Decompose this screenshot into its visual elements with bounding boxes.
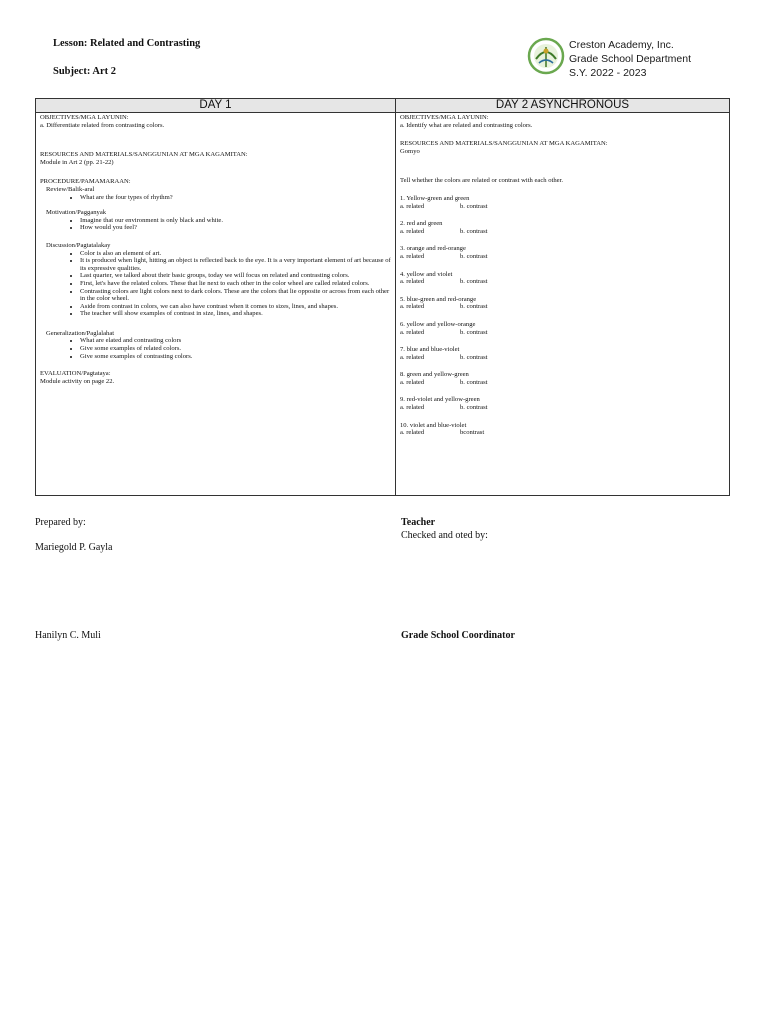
evaluation-title: EVALUATION/Pagtataya: <box>40 370 111 378</box>
quiz-choices <box>400 303 725 311</box>
day1-resources: Module in Art 2 (pp. 21-22) <box>40 158 114 166</box>
day1-resources-title: RESOURCES AND MATERIALS/SANGGUNIAN AT MGA KAGAMITAN: <box>40 151 248 159</box>
quiz-choices <box>400 278 725 286</box>
quiz-item <box>400 296 725 311</box>
procedure-title: PROCEDURE/PAMAMARAAN: <box>40 178 131 186</box>
choice-b: b. contrast <box>460 404 488 412</box>
quiz-item <box>400 195 725 210</box>
quiz-item <box>400 346 725 361</box>
day1-cell <box>36 113 396 496</box>
quiz-question: 4. yellow and violet <box>400 270 453 278</box>
day2-objectives-title: OBJECTIVES/MGA LAYUNIN: <box>400 114 489 121</box>
motivation-item: • How would you feel? <box>80 224 391 232</box>
teacher-label: Teacher <box>401 517 436 528</box>
choice-b: b. contrast <box>460 252 488 260</box>
school-info <box>569 38 691 80</box>
choice-b: b. contrast <box>460 378 488 386</box>
review-item: • What are the four types of rhythm? <box>80 194 391 202</box>
discussion-item: • The teacher will show examples of contrast in size, lines, and shapes. <box>80 310 391 318</box>
generalization-item: • Give some examples of contrasting colors. <box>80 353 391 361</box>
choice-a: a. related <box>400 353 425 361</box>
quiz-choices <box>400 203 725 211</box>
choice-a: a. related <box>400 378 425 386</box>
choice-b: b. contrast <box>460 227 488 235</box>
choice-a: a. related <box>400 252 425 260</box>
school-seal-icon <box>527 35 565 77</box>
quiz-item <box>400 396 725 411</box>
checker-name: Hanilyn C. Muli <box>35 630 101 641</box>
lesson-plan-table <box>35 98 730 496</box>
choice-a: a. related <box>400 404 425 412</box>
choice-a: a. related <box>400 227 425 235</box>
choice-a: a. related <box>400 328 425 336</box>
subject-title: Subject: Art 2 <box>53 66 116 77</box>
quiz-question: 7. blue and blue-violet <box>400 346 460 354</box>
quiz-item <box>400 371 725 386</box>
review-title: Review/Balik-aral <box>46 185 95 193</box>
discussion-title: Discussion/Pagtatalakay <box>46 241 111 249</box>
discussion-item: • Contrasting colors are light colors next to dark colors. These are the colors that lie opposite or across from each other in the color wheel. <box>80 288 391 303</box>
quiz-choices <box>400 429 725 437</box>
discussion-item: • It is produced when light, hitting an object is reflected back to the eye. It is a very important element of art because of its expressive qualities. <box>80 257 391 272</box>
quiz-item <box>400 321 725 336</box>
day1-objectives-title: OBJECTIVES/MGA LAYUNIN: <box>40 114 129 121</box>
quiz-item <box>400 422 725 437</box>
quiz-item <box>400 220 725 235</box>
generalization-list <box>40 337 391 360</box>
choice-a: a. related <box>400 202 425 210</box>
discussion-item: • First, let's have the related colors. These that lie next to each other in the color wheel are called related colors. <box>80 280 391 288</box>
lesson-title: Lesson: Related and Contrasting <box>53 38 201 49</box>
day2-cell <box>396 113 730 496</box>
quiz-list <box>400 195 725 437</box>
discussion-item: • Aside from contrast in colors, we can also have contrast when it comes to sizes, lines, and shapes. <box>80 303 391 311</box>
quiz-question: 6. yellow and yellow-orange <box>400 320 476 328</box>
motivation-title: Motivation/Pagganyak <box>46 209 107 217</box>
discussion-item: • Last quarter, we talked about their basic groups, today we will focus on related and contrasting colors. <box>80 272 391 280</box>
motivation-item: • Imagine that our environment is only black and white. <box>80 217 391 225</box>
day2-resources-title: RESOURCES AND MATERIALS/SANGGUNIAN AT MGA KAGAMITAN: <box>400 140 608 148</box>
quiz-choices <box>400 379 725 387</box>
quiz-choices <box>400 329 725 337</box>
choice-b: b. contrast <box>460 202 488 210</box>
day1-objective: a. Differentiate related from contrasting colors. <box>40 121 165 129</box>
quiz-question: 5. blue-green and red-orange <box>400 295 477 303</box>
day2-resources: Gomyo <box>400 147 420 155</box>
choice-b: b. contrast <box>460 278 488 286</box>
quiz-choices <box>400 404 725 412</box>
department-name: Grade School Department <box>569 53 691 65</box>
motivation-list <box>40 217 391 232</box>
generalization-item: • What are elated and contrasting colors <box>80 337 391 345</box>
day2-objective: a. Identify what are related and contrasting colors. <box>400 121 533 129</box>
quiz-question: 3. orange and red-orange <box>400 245 466 253</box>
choice-a: a. related <box>400 303 425 311</box>
quiz-question: 2. red and green <box>400 220 443 228</box>
preparer-name: Mariegold P. Gayla <box>35 542 113 553</box>
day2-header: DAY 2 ASYNCHRONOUS <box>396 99 730 113</box>
school-year: S.Y. 2022 - 2023 <box>569 67 647 79</box>
choice-b: b. contrast <box>460 353 488 361</box>
coordinator-label: Grade School Coordinator <box>401 630 515 641</box>
generalization-title: Generalization/Paglalahat <box>46 329 115 337</box>
choice-b: bcontrast <box>460 429 485 437</box>
choice-b: b. contrast <box>460 303 488 311</box>
discussion-list <box>40 250 391 318</box>
choice-a: a. related <box>400 429 425 437</box>
prepared-by-label: Prepared by: <box>35 517 86 528</box>
quiz-question: 10. violet and blue-violet <box>400 421 467 429</box>
choice-b: b. contrast <box>460 328 488 336</box>
evaluation-text: Module activity on page 22. <box>40 377 115 385</box>
quiz-question: 1. Yellow-green and green <box>400 194 470 202</box>
discussion-item: • Color is also an element of art. <box>80 250 391 258</box>
quiz-item <box>400 271 725 286</box>
quiz-choices <box>400 253 725 261</box>
quiz-choices <box>400 354 725 362</box>
checked-by-label: Checked and oted by: <box>401 530 488 541</box>
quiz-question: 9. red-violet and yellow-green <box>400 396 480 404</box>
quiz-choices <box>400 228 725 236</box>
quiz-instruction: Tell whether the colors are related or contrast with each other. <box>400 177 564 185</box>
day1-header: DAY 1 <box>36 99 396 113</box>
generalization-item: • Give some examples of related colors. <box>80 345 391 353</box>
choice-a: a. related <box>400 278 425 286</box>
review-list <box>40 194 391 202</box>
quiz-item <box>400 245 725 260</box>
school-name: Creston Academy, Inc. <box>569 39 674 51</box>
quiz-question: 8. green and yellow-green <box>400 371 469 379</box>
